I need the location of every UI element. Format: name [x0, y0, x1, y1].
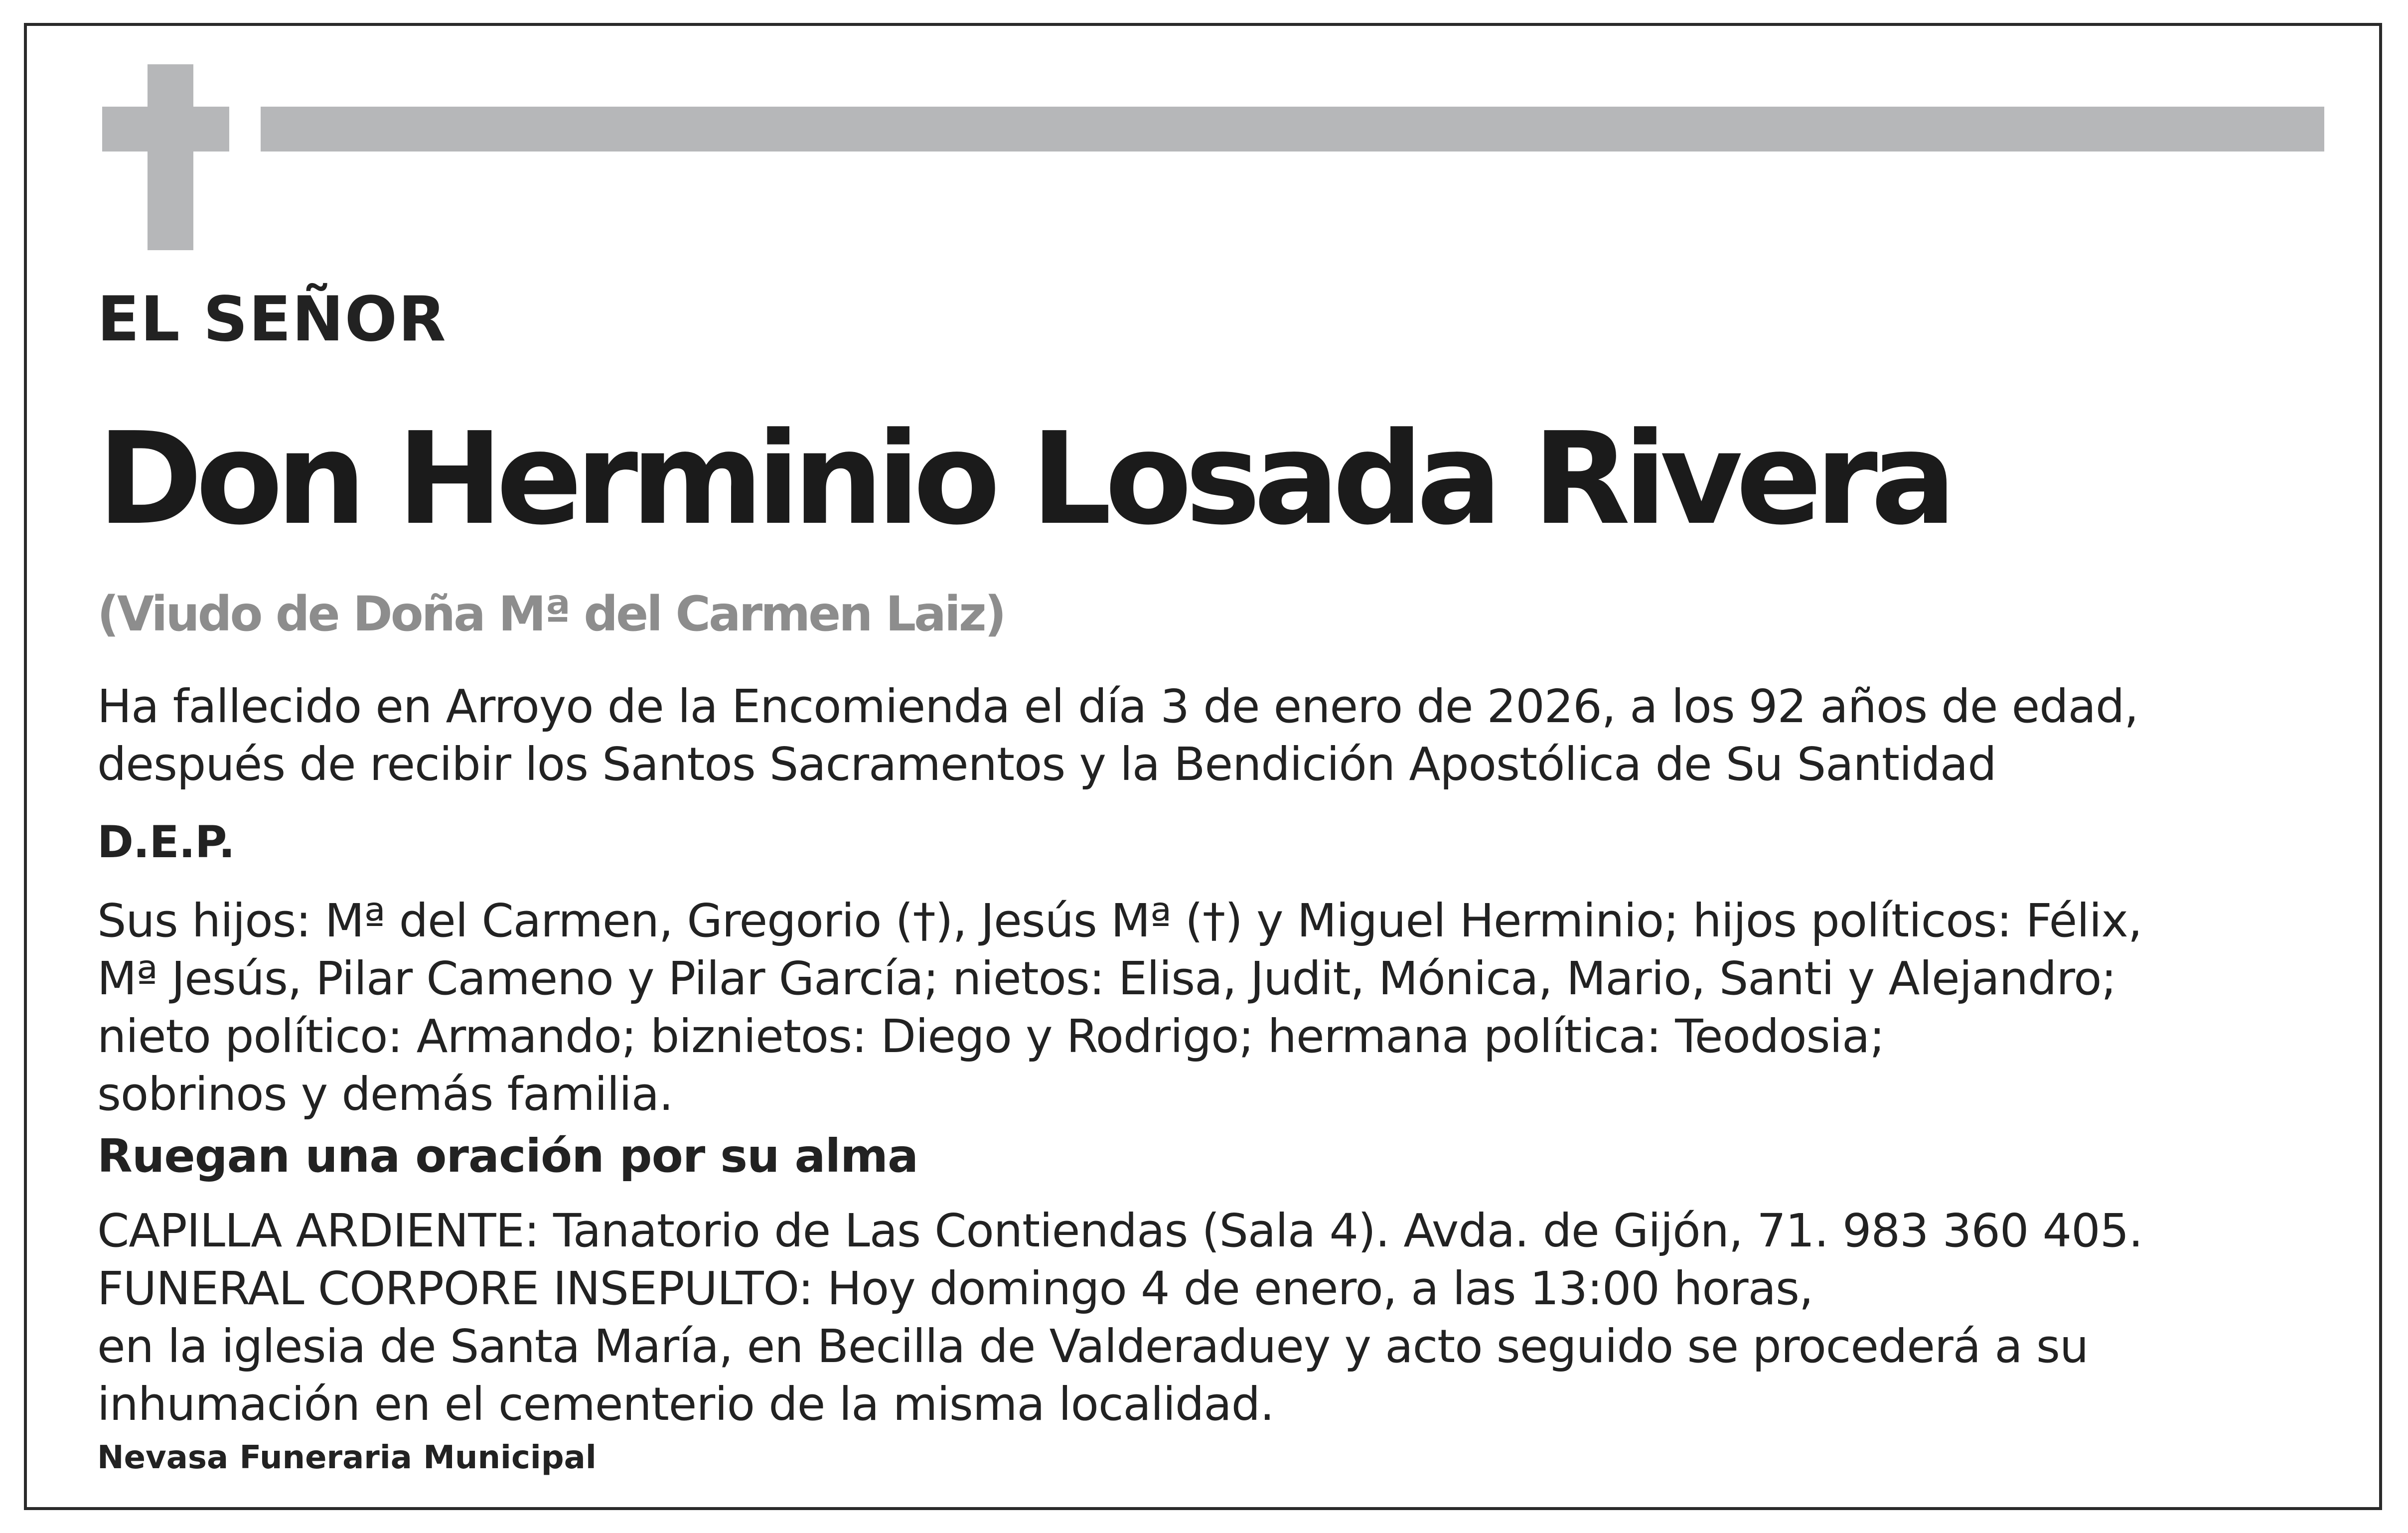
- header-bar: [261, 107, 2324, 152]
- widower-note: (Viudo de Doña Mª del Carmen Laiz): [97, 586, 1005, 642]
- service-line: en la iglesia de Santa María, en Becilla de Valderaduey y acto seguido se procederá a su: [97, 1320, 2089, 1373]
- service-line: inhumación en el cementerio de la misma localidad.: [97, 1378, 1274, 1431]
- service-line: CAPILLA ARDIENTE: Tanatorio de Las Contiendas (Sala 4). Avda. de Gijón, 71. 983 360 405.: [97, 1204, 2143, 1257]
- deceased-name: Don Herminio Losada Rivera: [97, 405, 1950, 553]
- family-line: Mª Jesús, Pilar Cameno y Pilar García; nietos: Elisa, Judit, Mónica, Mario, Santi y Alejandro;: [97, 952, 2116, 1005]
- cross-icon: [148, 64, 193, 250]
- death-notice-line: después de recibir los Santos Sacramentos y la Bendición Apostólica de Su Santidad: [97, 738, 1996, 791]
- family-line: sobrinos y demás familia.: [97, 1068, 673, 1121]
- family-line: nieto político: Armando; biznietos: Diego y Rodrigo; hermana política: Teodosia;: [97, 1010, 1885, 1063]
- service-details: [97, 1202, 2142, 1433]
- death-notice: [97, 678, 2138, 793]
- family-line: Sus hijos: Mª del Carmen, Gregorio (†), Jesús Mª (†) y Miguel Herminio; hijos políticos: Félix,: [97, 894, 2142, 947]
- death-notice-line: Ha fallecido en Arroyo de la Encomienda el día 3 de enero de 2026, a los 92 años de edad,: [97, 680, 2138, 733]
- rip-label: D.E.P.: [97, 816, 235, 868]
- family-list: [97, 892, 2142, 1123]
- service-line: FUNERAL CORPORE INSEPULTO: Hoy domingo 4 de enero, a las 13:00 horas,: [97, 1262, 1813, 1315]
- title-prefix: EL SEÑOR: [97, 284, 447, 355]
- funeral-home: Nevasa Funeraria Municipal: [97, 1439, 597, 1476]
- cross-icon-arm: [102, 107, 229, 152]
- prayer-request: Ruegan una oración por su alma: [97, 1129, 918, 1183]
